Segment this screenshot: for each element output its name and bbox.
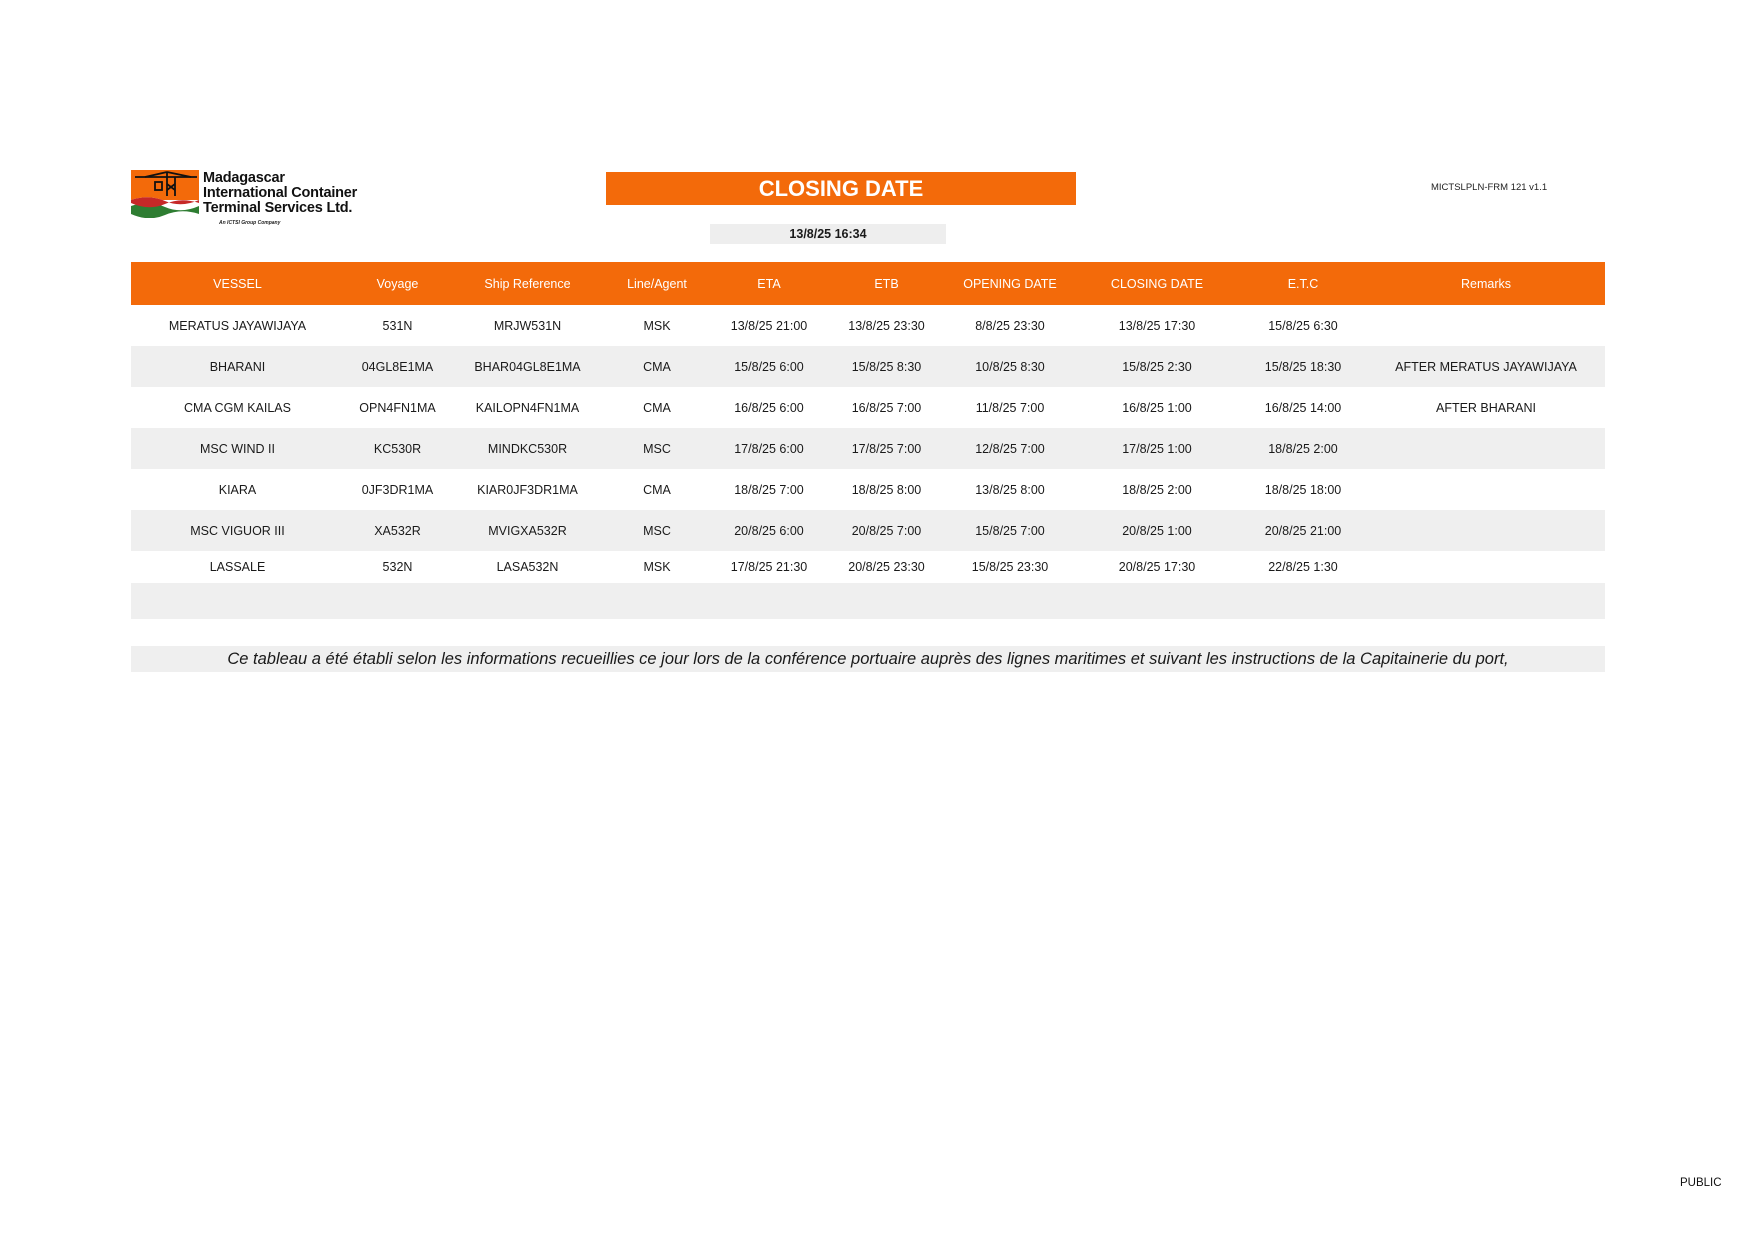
cell-etc: 15/8/25 18:30 — [1239, 346, 1367, 387]
cell-etb: 18/8/25 8:00 — [851, 482, 922, 497]
column-header: Ship Reference — [451, 262, 604, 305]
cell-opening-date: 15/8/25 7:00 — [945, 510, 1075, 551]
cell-opening-date: 13/8/25 8:00 — [975, 482, 1045, 497]
column-header: E.T.C — [1239, 262, 1367, 305]
footer-note: Ce tableau a été établi selon les informations recueillies ce jour lors de la conférence portuaire auprès des lignes maritimes et suivant les instructions de la Capitainerie du port, — [131, 646, 1605, 672]
cell-closing-date: 20/8/25 1:00 — [1075, 510, 1239, 551]
cell-line-agent: CMA — [643, 482, 671, 497]
cell-line-agent: MSK — [643, 318, 671, 333]
table-row — [131, 428, 1605, 469]
table-row — [131, 469, 1605, 510]
cell-voyage: OPN4FN1MA — [359, 400, 436, 415]
cell-closing-date: 16/8/25 1:00 — [1122, 400, 1192, 415]
form-code: MICTSLPLN-FRM 121 v1.1 — [1431, 182, 1548, 193]
cell-etc: 16/8/25 14:00 — [1264, 400, 1342, 415]
cell-eta: 20/8/25 6:00 — [710, 510, 828, 551]
cell-remarks — [1367, 428, 1605, 469]
company-logo — [131, 170, 376, 232]
cell-line-agent: MSC — [604, 510, 710, 551]
cell-voyage: 04GL8E1MA — [344, 346, 451, 387]
cell-ship-reference: MRJW531N — [493, 318, 562, 333]
cell-etb: 20/8/25 7:00 — [828, 510, 945, 551]
column-header: ETA — [710, 262, 828, 305]
cell-line-agent: CMA — [643, 400, 671, 415]
logo-company-name: Madagascar International Container Terminal Services Ltd. — [203, 170, 358, 216]
cell-opening-date: 15/8/25 23:30 — [971, 560, 1049, 574]
table-row — [131, 510, 1605, 551]
cell-remarks — [1367, 305, 1605, 346]
cell-etc: 15/8/25 6:30 — [1268, 318, 1338, 333]
column-header: Remarks — [1367, 262, 1605, 305]
cell-vessel: MSC VIGUOR III — [131, 510, 344, 551]
cell-eta: 17/8/25 6:00 — [710, 428, 828, 469]
cell-remarks — [1367, 510, 1605, 551]
cell-etb: 16/8/25 7:00 — [851, 400, 922, 415]
cell-eta: 18/8/25 7:00 — [734, 482, 804, 497]
cell-ship-reference: LASA532N — [496, 560, 559, 574]
table-row — [131, 551, 1605, 583]
cell-voyage: KC530R — [344, 428, 451, 469]
cell-etb: 17/8/25 7:00 — [828, 428, 945, 469]
page-title: CLOSING DATE — [606, 172, 1076, 205]
cell-ship-reference: MVIGXA532R — [451, 510, 604, 551]
table-row — [131, 387, 1605, 428]
cell-voyage: 0JF3DR1MA — [361, 482, 434, 497]
column-header: OPENING DATE — [945, 262, 1075, 305]
table-row — [131, 305, 1605, 346]
column-header: Line/Agent — [604, 262, 710, 305]
cell-voyage: XA532R — [344, 510, 451, 551]
cell-etc: 22/8/25 1:30 — [1268, 560, 1338, 574]
empty-table-row — [131, 583, 1605, 619]
cell-eta: 16/8/25 6:00 — [734, 400, 804, 415]
cell-eta: 13/8/25 21:00 — [730, 318, 808, 333]
column-header: VESSEL — [131, 262, 344, 305]
cell-vessel: KIARA — [218, 482, 257, 497]
cell-opening-date: 12/8/25 7:00 — [945, 428, 1075, 469]
cell-closing-date: 17/8/25 1:00 — [1075, 428, 1239, 469]
classification-label: PUBLIC — [1680, 1177, 1722, 1189]
cell-opening-date: 8/8/25 23:30 — [975, 318, 1045, 333]
cell-remarks: AFTER BHARANI — [1435, 400, 1536, 415]
cell-etc: 18/8/25 2:00 — [1239, 428, 1367, 469]
cell-ship-reference: MINDKC530R — [451, 428, 604, 469]
cell-voyage: 532N — [382, 560, 413, 574]
cell-remarks — [1367, 469, 1605, 510]
cell-line-agent: CMA — [604, 346, 710, 387]
column-header: Voyage — [344, 262, 451, 305]
cell-ship-reference: KIAR0JF3DR1MA — [477, 482, 578, 497]
cell-closing-date: 15/8/25 2:30 — [1075, 346, 1239, 387]
cell-line-agent: MSC — [604, 428, 710, 469]
empty-cell — [131, 583, 1605, 619]
table-header-row — [131, 262, 1605, 305]
closing-schedule-table — [131, 262, 1605, 619]
cell-line-agent: MSK — [643, 560, 671, 574]
cell-eta: 15/8/25 6:00 — [710, 346, 828, 387]
cell-closing-date: 13/8/25 17:30 — [1118, 318, 1196, 333]
cell-voyage: 531N — [382, 318, 413, 333]
cell-etc: 20/8/25 21:00 — [1239, 510, 1367, 551]
crane-logo-icon — [131, 170, 201, 218]
cell-eta: 17/8/25 21:30 — [730, 560, 808, 574]
table-row — [131, 346, 1605, 387]
report-datetime: 13/8/25 16:34 — [710, 224, 946, 244]
cell-vessel: MSC WIND II — [131, 428, 344, 469]
cell-closing-date: 20/8/25 17:30 — [1118, 560, 1196, 574]
cell-ship-reference: KAILOPN4FN1MA — [475, 400, 580, 415]
column-header: CLOSING DATE — [1075, 262, 1239, 305]
cell-opening-date: 11/8/25 7:00 — [975, 400, 1045, 415]
cell-ship-reference: BHAR04GL8E1MA — [451, 346, 604, 387]
cell-vessel: MERATUS JAYAWIJAYA — [168, 318, 307, 333]
cell-vessel: BHARANI — [131, 346, 344, 387]
column-header: ETB — [828, 262, 945, 305]
cell-vessel: LASSALE — [209, 560, 266, 574]
cell-remarks — [1367, 551, 1605, 583]
cell-etb: 15/8/25 8:30 — [828, 346, 945, 387]
cell-remarks: AFTER MERATUS JAYAWIJAYA — [1367, 346, 1605, 387]
cell-etc: 18/8/25 18:00 — [1264, 482, 1342, 497]
cell-opening-date: 10/8/25 8:30 — [945, 346, 1075, 387]
cell-vessel: CMA CGM KAILAS — [184, 400, 291, 415]
cell-etb: 20/8/25 23:30 — [848, 560, 925, 574]
cell-closing-date: 18/8/25 2:00 — [1122, 482, 1192, 497]
cell-etb: 13/8/25 23:30 — [848, 318, 925, 333]
logo-tagline: An ICTSI Group Company — [219, 220, 281, 226]
